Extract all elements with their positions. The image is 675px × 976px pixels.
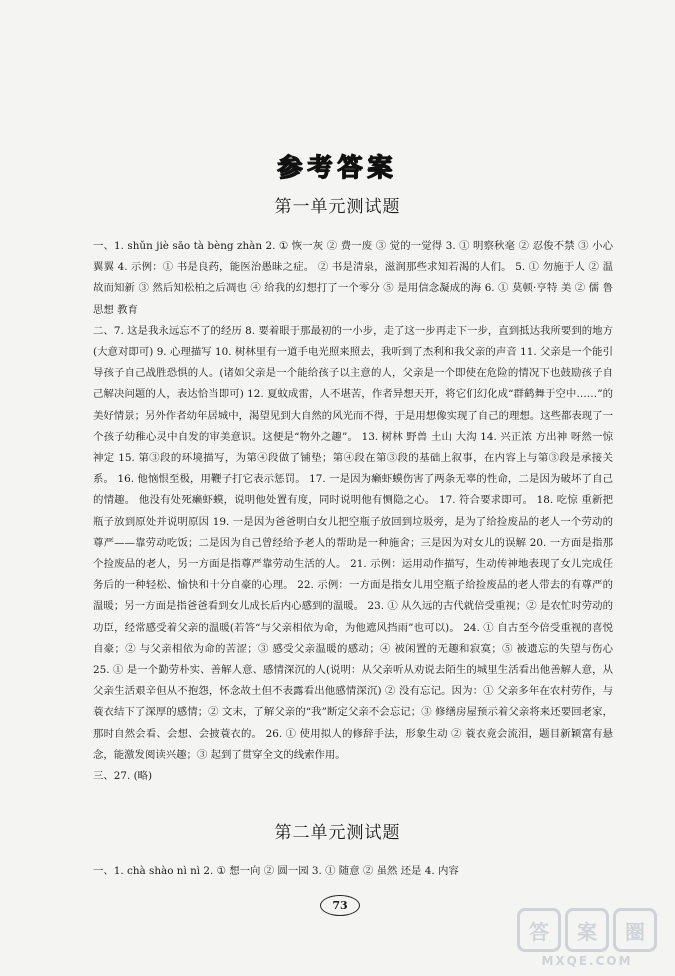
watermark-glyph-1: 答 (517, 908, 561, 952)
unit1-answers (93, 236, 613, 787)
answer-part-1: 一、1. shǔn jiè sāo tà bèng zhàn 2. ① 恢一灰 ② 费一废 ③ 觉的一觉得 3. ① 明察秋毫 ② 忍俊不禁 ③ 小心翼翼 4. 示例：① 书是良药，能医治愚昧之症。 ② 书是清泉，滋润那些求知若渴的人们。 5. ① 勿施于人 ② 温故而知新 ③ 然后知松柏之后凋也 ④ 给我的幻想打了一个零分 ⑤ 是用信念凝成的海 6. ① 莫顿·亨特 美 ② 儒 鲁 思想 教育 (93, 240, 613, 316)
watermark-glyph-2: 案 (565, 908, 609, 952)
watermark-logo (507, 908, 667, 968)
answer-part-2: 二、7. 这是我永远忘不了的经历 8. 要着眼于那最初的一小步，走了这一步再走下一步，直到抵达我所要到的地方(大意对即可) 9. 心理描写 10. 树林里有一道手电光照来照去，我听到了杰利和我父亲的声音 11. 父亲是一个能引导孩子自己战胜恐惧的人。(诸如父亲是一个能给孩子以主意的人，父亲是一个即使在危险的情况下也鼓励孩子自己解决问题的人，表达恰当即可) 12. 夏蚊成雷，人不堪苦，作者异想天开，将它们幻化成“群鹤舞于空中……”的美好情景；另外作者幼年居城中，渴望见到大自然的风光而不得，于是用想像实现了自己的理想。这些都表现了一个孩子幼稚心灵中自发的审美意识。这便是“物外之趣”。 13. 树林 野兽 土山 大沟 14. 兴正浓 方出神 呀然一惊 神定 15. 第③段的环境描写，为第④段做了铺垫；第④段在第③段的基础上叙事，在内容上与第③段是承接关系。 16. 他恼恨至极，用鞭子打它表示惩罚。 17. 一是因为癞虾蟆伤害了两条无辜的性命，二是因为破坏了自己的情趣。 他没有处死癞虾蟆，说明他处置有度，同时说明他有恻隐之心。 17. 符合要求即可。 18. 吃惊 重新把瓶子放到原处并说明原因 19. 一是因为爸爸明白女儿把空瓶子放回到垃圾旁，是为了给捡废品的老人一个劳动的尊严——靠劳动吃饭；二是因为自己曾经给予老人的帮助是一种施舍；三是因为对女儿的误解 20. 一方面是指那个捡废品的老人，另一方面是指尊严靠劳动生活的人。 21. 示例：运用动作描写，生动传神地表现了女儿完成任务后的一种轻松、愉快和十分自豪的心理。 22. 示例：一方面是指女儿用空瓶子给捡废品的老人带去的有尊严的温暖；另一方面是指爸爸看到女儿成长后内心感到的温暖。 23. ① 从久远的古代就倍受重视；② 是农忙时劳动的功臣，经常感受着父亲的温暖(若答“与父亲相依为命，为他遮风挡雨”也可以)。 24. ① 自古至今倍受重视的喜悦自豪；② 与父亲相依为命的苦涩；③ 感受父亲温暖的感动；④ 被闲置的无趣和寂寞；⑤ 被遗忘的失望与伤心 25. ① 是一个勤劳朴实、善解人意、感情深沉的人(说明：从父亲听从劝说去陌生的城里生活看出他善解人意，从父亲生活艰辛但从不抱怨，怀念故土但不表露看出他感情深沉) ② 没有忘记。因为：① 父亲多年在农村劳作，与蓑衣结下了深厚的感情；② 文末，了解父亲的“我”断定父亲不会忘记；③ 修缮房屋预示着父亲将来还要回老家，那时自然会看、会想、会披蓑衣的。 26. ① 使用拟人的修辞手法，形象生动 ② 蓑衣竟会流泪，题目新颖富有悬念，能激发阅读兴趣；③ 起到了贯穿全文的线索作用。 (93, 324, 613, 761)
unit1-section-title: 第一单元测试题 (274, 197, 401, 217)
watermark-glyph-3: 圈 (613, 908, 657, 952)
unit2-section-title: 第二单元测试题 (274, 823, 401, 843)
page-number: 73 (320, 895, 360, 916)
watermark-url: MXQE.COM (541, 954, 633, 968)
answer-part-3: 三、27. (略) (93, 770, 153, 783)
unit2-first-line: 一、1. chà shào nì nì 2. ① 想一向 ② 圆一园 3. ① 随意 ② 虽然 还是 4. 内容 (93, 865, 459, 877)
page-title: 参考答案 (277, 153, 398, 182)
